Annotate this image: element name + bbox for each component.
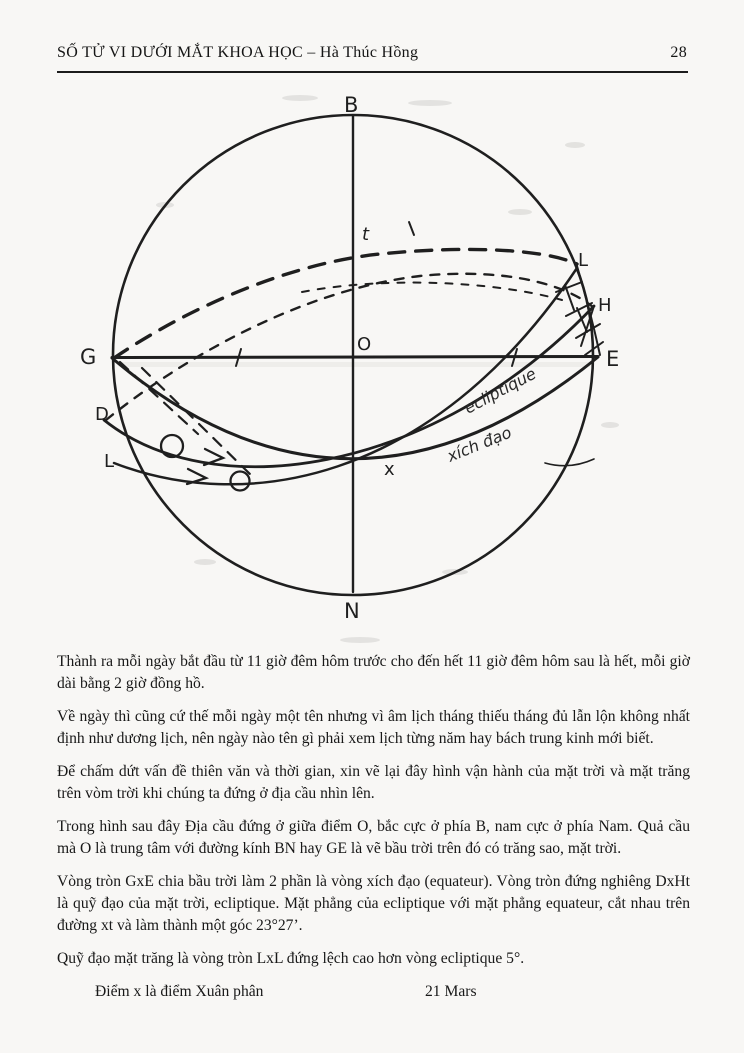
secondary-back-arc-dashed — [302, 283, 562, 300]
book-title: SỐ TỬ VI DƯỚI MẮT KHOA HỌC – Hà Thúc Hồng — [57, 44, 419, 61]
page-number: 28 — [670, 44, 687, 61]
label-B: B — [344, 93, 359, 117]
equator-annotation: xích đạo — [444, 422, 515, 466]
caption-date: 21 Mars — [425, 983, 477, 1000]
caption-equinox: Điểm x là điểm Xuân phân — [95, 983, 264, 1000]
horizon-line-GE — [112, 357, 598, 358]
body-text — [57, 651, 690, 1005]
paragraph-6: Quỹ đạo mặt trăng là vòng tròn LxL đứng lệch cao hơn vòng ecliptique 5°. — [57, 950, 525, 967]
label-G: G — [80, 345, 97, 369]
figure-caption-line — [57, 981, 690, 1005]
paragraph-5: Vòng tròn GxE chia bầu trời làm 2 phần là vòng xích đạo (equateur). Vòng tròn đứng nghiêng DxHt là quỹ đạo của mặt trời, ecliptique. Mặt phẳng của ecliptique với mặt phẳng equateur, cắt nhau trên đường xt và làm thành một góc 23°27’. — [57, 873, 690, 934]
label-H: H — [598, 295, 612, 316]
paragraph-1: Thành ra mỗi ngày bắt đầu từ 11 giờ đêm hôm trước cho đến hết 11 giờ đêm hôm sau là hết, mỗi giờ dài bằng 2 giờ đồng hồ. — [57, 653, 690, 692]
label-O: O — [357, 334, 372, 355]
paragraph-3: Để chấm dứt vấn đề thiên văn và thời gian, xin vẽ lại đây hình vận hành của mặt trời và mặt trăng trên vòm trời khi chúng ta đứng ở địa cầu nhìn lên. — [57, 763, 690, 802]
sun-symbol-2 — [231, 472, 250, 491]
ecliptic-back-arc-dashed — [114, 249, 577, 358]
moon-orbit-back-arc-dashed — [106, 274, 593, 420]
scan-noise — [120, 95, 619, 643]
label-N: N — [344, 599, 360, 623]
label-x: x — [384, 459, 395, 480]
label-E: E — [606, 347, 620, 371]
page-header — [57, 44, 687, 62]
label-L-top: L — [578, 250, 589, 271]
label-t: t — [362, 224, 370, 245]
paragraph-4: Trong hình sau đây Địa cầu đứng ở giữa điểm O, bắc cực ở phía B, nam cực ở phía Nam. Quả cầu mà O là trung tâm với đường kính BN hay GE là vẽ bầu trời trên đó có trăng sao, mặt trời. — [57, 818, 690, 857]
paragraph-2: Về ngày thì cũng cứ thế mỗi ngày một tên nhưng vì âm lịch tháng thiếu tháng đủ lẫn lộn không nhất định như dương lịch, nên ngày nào tên gì phải xem lịch từng năm hay bách trung kinh mới biết. — [57, 708, 690, 747]
tick-near-t — [409, 222, 414, 235]
label-L-left: L — [104, 451, 115, 472]
label-D: D — [95, 404, 109, 425]
ecliptic-annotation: ecliptique — [460, 363, 540, 418]
